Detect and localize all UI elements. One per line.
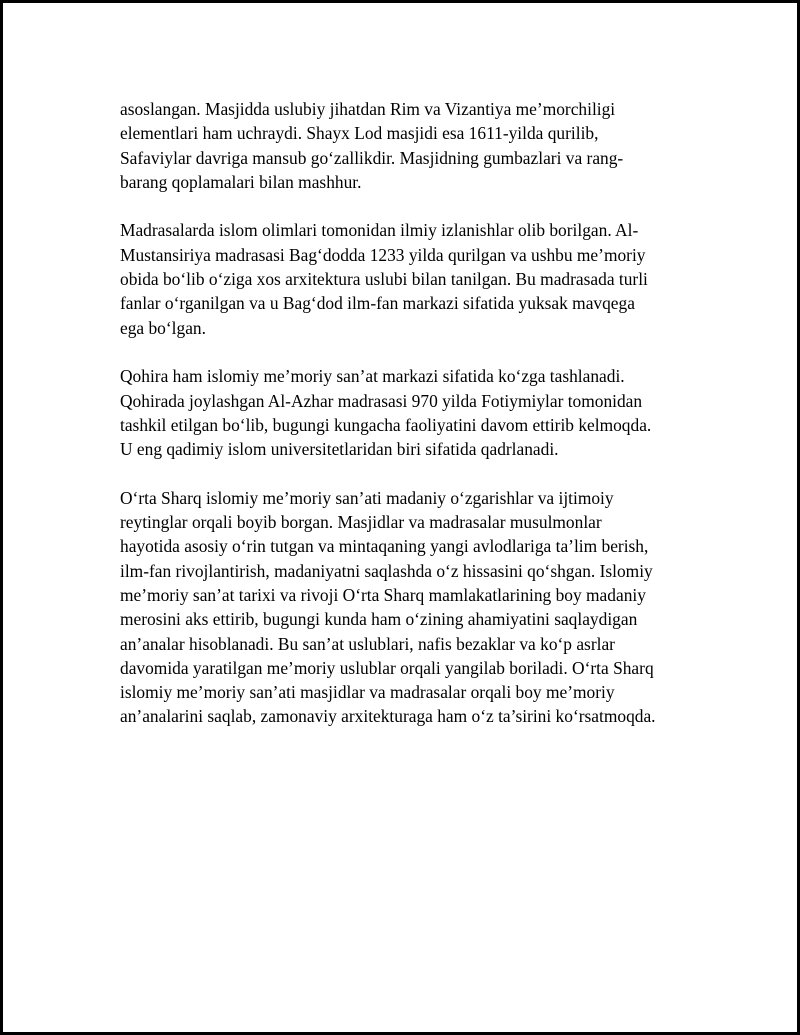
text-line: fanlar o‘rganilgan va u Bag‘dod ilm-fan markazi sifatida yuksak mavqega bbox=[120, 293, 635, 314]
text-line: reytinglar orqali boyib borgan. Masjidlar va madrasalar musulmonlar bbox=[120, 512, 602, 533]
text-line: Qohirada joylashgan Al-Azhar madrasasi 970 yilda Fotiymiylar tomonidan bbox=[120, 390, 643, 411]
text-line: asoslangan. Masjidda uslubiy jihatdan Rim va Vizantiya me’morchiligi bbox=[120, 99, 616, 119]
text-line: Safaviylar davriga mansub go‘zallikdir. Masjidning gumbazlari va rang- bbox=[120, 147, 624, 168]
text-line: tashkil etilgan bo‘lib, bugungi kungacha faoliyatini davom ettirib kelmoqda. bbox=[120, 414, 652, 435]
text-line: Madrasalarda islom olimlari tomonidan ilmiy izlanishlar olib borilgan. Al- bbox=[120, 220, 639, 241]
paragraph-1 bbox=[120, 97, 690, 194]
text-line: an’analarini saqlab, zamonaviy arxitekturaga ham o‘z ta’sirini ko‘rsatmoqda. bbox=[120, 706, 656, 727]
text-line: Mustansiriya madrasasi Bag‘dodda 1233 yilda qurilgan va ushbu me’moriy bbox=[120, 244, 646, 265]
text-line: U eng qadimiy islom universitetlaridan biri sifatida qadrlanadi. bbox=[120, 439, 559, 460]
document-body bbox=[120, 97, 690, 753]
paragraph-4 bbox=[120, 486, 690, 729]
paragraph-3 bbox=[120, 364, 690, 461]
text-line: barang qoplamalari bilan mashhur. bbox=[120, 171, 362, 192]
text-line: an’analar hisoblanadi. Bu san’at uslublari, nafis bezaklar va ko‘p asrlar bbox=[120, 633, 615, 654]
text-line: Qohira ham islomiy me’moriy san’at markazi sifatida ko‘zga tashlanadi. bbox=[120, 366, 625, 387]
text-line: hayotida asosiy o‘rin tutgan va mintaqaning yangi avlodlariga ta’lim berish, bbox=[120, 536, 649, 557]
text-line: obida bo‘lib o‘ziga xos arxitektura uslubi bilan tanilgan. Bu madrasada turli bbox=[120, 269, 648, 290]
text-line: elementlari ham uchraydi. Shayx Lod masjidi esa 1611-yilda qurilib, bbox=[120, 123, 599, 144]
text-line: davomida yaratilgan me’moriy uslublar orqali yangilab boriladi. O‘rta Sharq bbox=[120, 657, 654, 678]
text-line: merosini aks ettirib, bugungi kunda ham o‘zining ahamiyatini saqlaydigan bbox=[120, 609, 638, 630]
text-line: ega bo‘lgan. bbox=[120, 317, 206, 338]
text-line: O‘rta Sharq islomiy me’moriy san’ati madaniy o‘zgarishlar va ijtimoiy bbox=[120, 487, 614, 508]
text-line: me’moriy san’at tarixi va rivoji O‘rta Sharq mamlakatlarining boy madaniy bbox=[120, 584, 646, 605]
text-line: ilm-fan rivojlantirish, madaniyatni saqlashda o‘z hissasini qo‘shgan. Islomiy bbox=[120, 560, 653, 581]
text-line: islomiy me’moriy san’ati masjidlar va madrasalar orqali boy me’moriy bbox=[120, 682, 615, 703]
paragraph-2 bbox=[120, 218, 690, 339]
